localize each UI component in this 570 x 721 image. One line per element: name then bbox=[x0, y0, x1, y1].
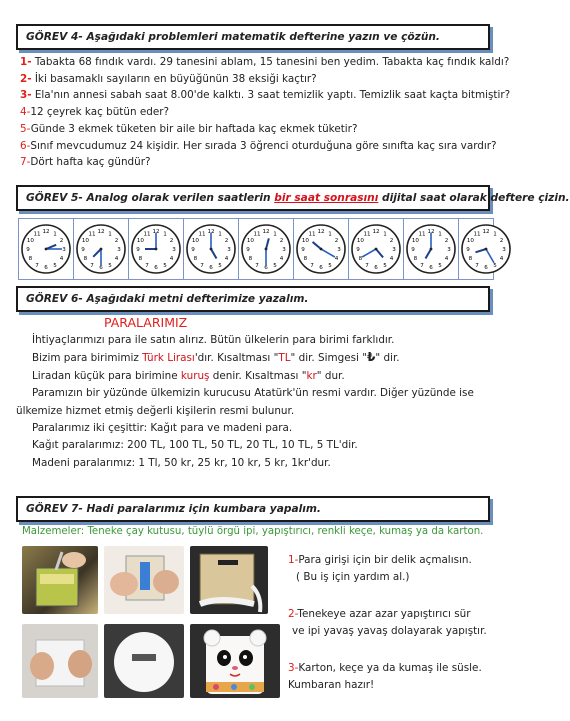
clock-cell-4 bbox=[184, 219, 239, 279]
clock-numeral: 4 bbox=[389, 256, 394, 263]
photo-tin-hole bbox=[22, 546, 98, 614]
clock-numeral: 12 bbox=[262, 229, 270, 236]
step-text: Tenekeye azar azar yapıştırıcı sür bbox=[297, 608, 471, 620]
text-segment: denir. Kısaltması " bbox=[209, 369, 307, 382]
clock-numeral: 12 bbox=[317, 229, 325, 236]
text-highlight: kr bbox=[306, 369, 317, 382]
clock-numeral: 6 bbox=[154, 265, 158, 272]
clock-center bbox=[485, 248, 488, 251]
analog-clock bbox=[184, 222, 238, 276]
problem-text: 12 çeyrek kaç bütün eder? bbox=[30, 106, 170, 119]
clock-numeral: 9 bbox=[246, 247, 250, 254]
text-segment: " dir. bbox=[375, 352, 400, 365]
bank-side-illustration bbox=[22, 624, 98, 698]
problem-number: 3- bbox=[20, 89, 32, 102]
reading-line-3 bbox=[16, 368, 500, 385]
clock-numeral: 3 bbox=[447, 247, 451, 254]
problem-7 bbox=[20, 154, 500, 171]
step-1-note: ( Bu iş için yardım al.) bbox=[296, 571, 410, 583]
clock-numeral: 11 bbox=[143, 231, 151, 238]
clock-numeral: 9 bbox=[301, 247, 305, 254]
clock-numeral: 1 bbox=[273, 231, 277, 238]
step-2 bbox=[288, 606, 503, 623]
clock-numeral: 7 bbox=[255, 262, 259, 269]
clock-numeral: 1 bbox=[218, 231, 222, 238]
clock-numeral: 1 bbox=[163, 231, 167, 238]
clock-numeral: 10 bbox=[356, 238, 364, 245]
clock-cell-8 bbox=[404, 219, 459, 279]
clock-cell-1 bbox=[19, 219, 74, 279]
clock-numeral: 7 bbox=[420, 262, 424, 269]
clock-numeral: 1 bbox=[328, 231, 332, 238]
task5-title-highlight: bir saat sonrasını bbox=[274, 192, 379, 204]
problem-number: 5- bbox=[20, 122, 31, 135]
clock-numeral: 5 bbox=[383, 262, 387, 269]
clock-numeral: 3 bbox=[392, 247, 396, 254]
clock-numeral: 4 bbox=[59, 256, 64, 263]
problem-3 bbox=[20, 87, 511, 104]
clock-numeral: 12 bbox=[427, 229, 435, 236]
clock-numeral: 6 bbox=[374, 265, 378, 272]
clock-numeral: 2 bbox=[114, 238, 119, 245]
problem-text: Sınıf mevcudumuz 24 kişidir. Her sırada 3 öğrenci oturduğuna göre sınıfta kaç sıra vardır? bbox=[30, 139, 497, 152]
photo-bank-top bbox=[104, 624, 184, 698]
clock-numeral: 9 bbox=[411, 247, 415, 254]
clock-numeral: 2 bbox=[279, 238, 284, 245]
clock-numeral: 8 bbox=[193, 256, 198, 263]
clock-numeral: 1 bbox=[108, 231, 112, 238]
clock-numeral: 11 bbox=[473, 231, 481, 238]
reading-line-2 bbox=[16, 349, 500, 367]
clock-numeral: 10 bbox=[301, 238, 309, 245]
text-highlight: Türk Lirası bbox=[142, 352, 195, 365]
clock-numeral: 4 bbox=[169, 256, 174, 263]
step-3 bbox=[288, 660, 503, 677]
clock-numeral: 7 bbox=[145, 262, 149, 269]
problem-text: Ela'nın annesi sabah saat 8.00'de kalktı. 3 saat temizlik yaptı. Temizlik saat kaçta bitmiştir? bbox=[34, 89, 511, 102]
analog-clock bbox=[294, 222, 348, 276]
clock-numeral: 2 bbox=[334, 238, 339, 245]
clock-center bbox=[265, 248, 268, 251]
clock-numeral: 3 bbox=[117, 247, 121, 254]
clock-numeral: 8 bbox=[413, 256, 418, 263]
clock-numeral: 6 bbox=[319, 265, 323, 272]
reading-heading: PARALARIMIZ bbox=[104, 315, 188, 330]
problem-1 bbox=[20, 54, 510, 71]
reading-line-4: Paramızın bir yüzünde ülkemizin kurucusu Atatürk'ün resmi vardır. Diğer yüzünde ise bbox=[32, 387, 474, 400]
reading-line-7: Kağıt paralarımız: 200 TL, 100 TL, 50 TL, 20 TL, 10 TL, 5 TL'dir. bbox=[32, 439, 358, 452]
clock-strip bbox=[18, 218, 506, 280]
clock-numeral: 10 bbox=[136, 238, 144, 245]
text-segment: Bizim para birimimiz bbox=[32, 352, 143, 365]
task7-title: GÖREV 7- Hadi paralarımız için kumbara yapalım. bbox=[16, 496, 490, 522]
step-text: Karton, keçe ya da kumaş ile süsle. bbox=[298, 662, 482, 674]
clock-numeral: 2 bbox=[59, 238, 64, 245]
problem-text: Tabakta 68 fındık vardı. 29 tanesini ablam, 15 tanesini ben yedim. Tabakta kaç fındık kaldı? bbox=[34, 56, 510, 68]
materials-list: Malzemeler: Teneke çay kutusu, tüylü örgü ipi, yapıştırıcı, renkli keçe, kumaş ya da karton. bbox=[22, 526, 484, 537]
clock-numeral: 9 bbox=[191, 247, 195, 254]
analog-clock bbox=[19, 222, 73, 276]
clock-numeral: 10 bbox=[26, 238, 34, 245]
text-segment: " dur. bbox=[316, 369, 345, 382]
clock-numeral: 5 bbox=[218, 262, 222, 269]
lira-symbol: ₺ bbox=[367, 350, 376, 365]
clock-numeral: 3 bbox=[172, 247, 176, 254]
clock-numeral: 10 bbox=[466, 238, 474, 245]
task5-title-prefix: GÖREV 5- Analog olarak verilen saatlerin bbox=[26, 192, 275, 204]
step-number: 3- bbox=[288, 662, 299, 674]
task6-title: GÖREV 6- Aşağıdaki metni defterimize yazalım. bbox=[16, 286, 490, 312]
task4-title: GÖREV 4- Aşağıdaki problemleri matematik defterine yazın ve çözün. bbox=[16, 24, 490, 50]
clock-numeral: 5 bbox=[163, 262, 167, 269]
clock-numeral: 9 bbox=[356, 247, 360, 254]
problem-5 bbox=[20, 121, 500, 138]
clock-numeral: 12 bbox=[152, 229, 160, 236]
clock-numeral: 5 bbox=[108, 262, 112, 269]
problem-2 bbox=[20, 71, 500, 88]
clock-cell-5 bbox=[239, 219, 294, 279]
problem-number: 7- bbox=[20, 156, 31, 169]
clock-numeral: 9 bbox=[466, 247, 470, 254]
clock-numeral: 2 bbox=[224, 238, 229, 245]
clock-numeral: 5 bbox=[273, 262, 277, 269]
clock-numeral: 10 bbox=[246, 238, 254, 245]
clock-numeral: 7 bbox=[35, 262, 39, 269]
reading-line-8: Madeni paralarımız: 1 Tl, 50 kr, 25 kr, 10 kr, 5 kr, 1kr'dur. bbox=[32, 456, 331, 469]
clock-numeral: 11 bbox=[198, 231, 206, 238]
clock-numeral: 1 bbox=[53, 231, 57, 238]
clock-numeral: 1 bbox=[383, 231, 387, 238]
clock-numeral: 1 bbox=[438, 231, 442, 238]
clock-numeral: 4 bbox=[499, 256, 504, 263]
clock-numeral: 3 bbox=[282, 247, 286, 254]
clock-numeral: 6 bbox=[484, 265, 488, 272]
analog-clock bbox=[239, 222, 293, 276]
photo-panda-bank bbox=[190, 624, 280, 698]
wrapping-illustration bbox=[190, 546, 268, 614]
step-2-cont: ve ipi yavaş yavaş dolayarak yapıştır. bbox=[292, 625, 487, 637]
reading-line-5: ülkemize hizmet etmiş değerli kişilerin resmi bulunur. bbox=[16, 404, 295, 417]
clock-numeral: 7 bbox=[365, 262, 369, 269]
clock-numeral: 6 bbox=[44, 265, 48, 272]
tin-can-illustration bbox=[22, 546, 98, 614]
clock-center bbox=[430, 248, 433, 251]
clock-numeral: 11 bbox=[363, 231, 371, 238]
clock-cell-7 bbox=[349, 219, 404, 279]
clock-numeral: 9 bbox=[26, 247, 30, 254]
clock-numeral: 12 bbox=[42, 229, 50, 236]
task5-title bbox=[16, 185, 570, 211]
clock-numeral: 4 bbox=[444, 256, 449, 263]
clock-numeral: 10 bbox=[411, 238, 419, 245]
photo-glue bbox=[104, 546, 184, 614]
clock-numeral: 9 bbox=[81, 247, 85, 254]
clock-center bbox=[375, 248, 378, 251]
clock-numeral: 12 bbox=[482, 229, 490, 236]
clock-numeral: 9 bbox=[136, 247, 140, 254]
analog-clock bbox=[404, 222, 458, 276]
clock-numeral: 6 bbox=[429, 265, 433, 272]
panda-bank-illustration bbox=[190, 624, 280, 698]
clock-numeral: 6 bbox=[99, 265, 103, 272]
clock-numeral: 8 bbox=[303, 256, 308, 263]
clock-numeral: 11 bbox=[418, 231, 426, 238]
clock-numeral: 6 bbox=[209, 265, 213, 272]
step-number: 1- bbox=[288, 554, 299, 566]
text-highlight: kuruş bbox=[180, 369, 210, 382]
clock-numeral: 5 bbox=[493, 262, 497, 269]
clock-numeral: 7 bbox=[310, 262, 314, 269]
clock-numeral: 8 bbox=[468, 256, 473, 263]
clock-numeral: 11 bbox=[33, 231, 41, 238]
clock-numeral: 4 bbox=[224, 256, 229, 263]
problem-list bbox=[20, 54, 511, 171]
step-1 bbox=[288, 552, 503, 569]
steps-list bbox=[288, 552, 503, 694]
problem-number: 4- bbox=[20, 106, 31, 119]
reading-line-6: Paralarımız iki çeşittir: Kağıt para ve madeni para. bbox=[32, 422, 293, 435]
clock-center bbox=[320, 248, 323, 251]
clock-numeral: 5 bbox=[53, 262, 57, 269]
clock-cell-2 bbox=[74, 219, 129, 279]
clock-numeral: 11 bbox=[88, 231, 96, 238]
clock-numeral: 3 bbox=[337, 247, 341, 254]
clock-numeral: 2 bbox=[169, 238, 174, 245]
clock-numeral: 8 bbox=[83, 256, 88, 263]
task5-title-suffix: dijital saat olarak deftere çizin. bbox=[378, 192, 570, 204]
problem-text: Dört hafta kaç gündür? bbox=[30, 156, 151, 169]
step-number: 2- bbox=[288, 608, 298, 620]
clock-center bbox=[155, 248, 158, 251]
analog-clock bbox=[349, 222, 403, 276]
clock-center bbox=[210, 248, 213, 251]
clock-numeral: 8 bbox=[358, 256, 363, 263]
clock-cell-6 bbox=[294, 219, 349, 279]
clock-numeral: 10 bbox=[81, 238, 89, 245]
clock-numeral: 8 bbox=[28, 256, 33, 263]
clock-numeral: 3 bbox=[227, 247, 231, 254]
analog-clock bbox=[129, 222, 183, 276]
analog-clock bbox=[459, 222, 513, 276]
problem-4 bbox=[20, 104, 500, 121]
glue-illustration bbox=[104, 546, 184, 614]
clock-numeral: 10 bbox=[191, 238, 199, 245]
clock-center bbox=[100, 248, 103, 251]
clock-numeral: 8 bbox=[248, 256, 253, 263]
analog-clock bbox=[74, 222, 128, 276]
clock-numeral: 7 bbox=[200, 262, 204, 269]
step-3-cont: Kumbaran hazır! bbox=[288, 679, 375, 691]
clock-numeral: 4 bbox=[114, 256, 119, 263]
problem-number: 2- bbox=[20, 72, 32, 85]
text-segment: " dir. Simgesi " bbox=[290, 352, 368, 365]
clock-numeral: 6 bbox=[264, 265, 268, 272]
clock-numeral: 2 bbox=[499, 238, 504, 245]
clock-numeral: 2 bbox=[389, 238, 394, 245]
clock-numeral: 7 bbox=[90, 262, 94, 269]
clock-numeral: 5 bbox=[328, 262, 332, 269]
reading-text bbox=[16, 314, 500, 472]
clock-numeral: 7 bbox=[475, 262, 479, 269]
text-segment: 'dır. Kısaltması " bbox=[194, 352, 279, 365]
clock-cell-3 bbox=[129, 219, 184, 279]
problem-6 bbox=[20, 138, 500, 155]
clock-numeral: 4 bbox=[334, 256, 339, 263]
problem-number: 1- bbox=[20, 56, 32, 68]
clock-center bbox=[45, 248, 48, 251]
clock-cell-9 bbox=[459, 219, 513, 279]
bank-top-illustration bbox=[104, 624, 184, 698]
photo-wrapping bbox=[190, 546, 268, 614]
clock-numeral: 3 bbox=[62, 247, 66, 254]
clock-numeral: 5 bbox=[438, 262, 442, 269]
clock-numeral: 12 bbox=[372, 229, 380, 236]
photo-bank-side bbox=[22, 624, 98, 698]
text-segment: Liradan küçük para birimine bbox=[32, 369, 181, 382]
clock-numeral: 4 bbox=[279, 256, 284, 263]
clock-numeral: 8 bbox=[138, 256, 143, 263]
problem-number: 6- bbox=[20, 139, 31, 152]
clock-numeral: 11 bbox=[253, 231, 261, 238]
text-highlight: TL bbox=[278, 352, 291, 365]
clock-numeral: 3 bbox=[502, 247, 506, 254]
clock-numeral: 1 bbox=[493, 231, 497, 238]
reading-line-1: İhtiyaçlarımızı para ile satın alırız. Bütün ülkelerin para birimi farklıdır. bbox=[32, 334, 395, 346]
clock-numeral: 12 bbox=[207, 229, 215, 236]
problem-text: Günde 3 ekmek tüketen bir aile bir haftada kaç ekmek tüketir? bbox=[30, 122, 358, 135]
step-text: Para girişi için bir delik açmalısın. bbox=[298, 554, 472, 566]
clock-numeral: 2 bbox=[444, 238, 449, 245]
clock-numeral: 11 bbox=[308, 231, 316, 238]
clock-numeral: 12 bbox=[97, 229, 105, 236]
problem-text: İki basamaklı sayıların en büyüğünün 38 eksiği kaçtır? bbox=[34, 72, 317, 85]
